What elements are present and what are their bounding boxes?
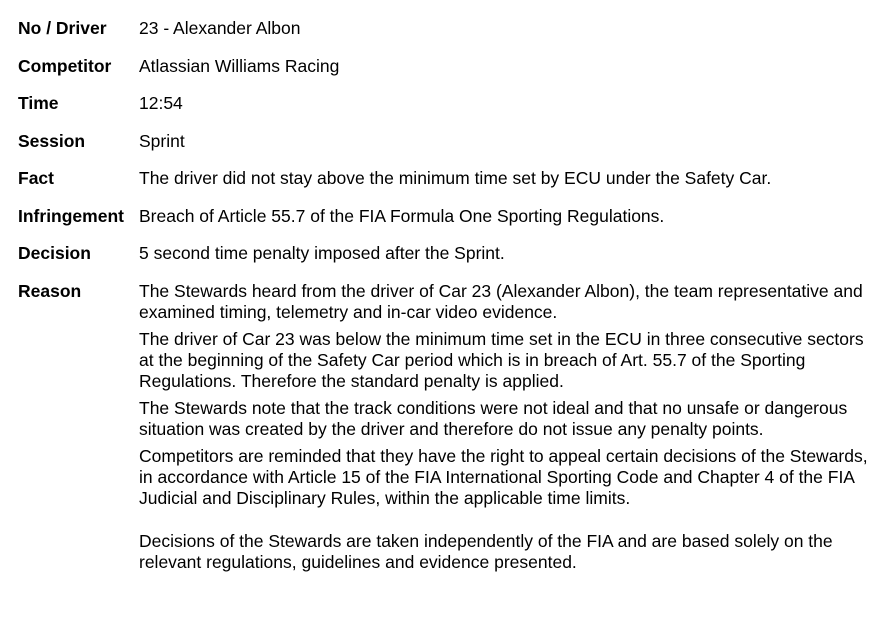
driver-value: 23 - Alexander Albon (139, 18, 301, 38)
competitor-label: Competitor (18, 56, 112, 76)
session-row (18, 131, 185, 151)
driver-row (18, 18, 301, 38)
reason-paragraph: Decisions of the Stewards are taken independently of the FIA and are based solely on the relevant regulations, guidelines and evidence presented. (139, 531, 833, 572)
fact-row (18, 168, 771, 188)
reason-row (18, 281, 868, 579)
decision-label: Decision (18, 243, 91, 263)
fact-value: The driver did not stay above the minimum time set by ECU under the Safety Car. (139, 168, 772, 188)
time-row (18, 93, 183, 113)
infringement-label: Infringement (18, 206, 124, 226)
reason-paragraph: The driver of Car 23 was below the minimum time set in the ECU in three consecutive sectors at the beginning of the Safety Car period which is in breach of Art. 55.7 of the Sporting Regulations. Therefore the standard penalty is applied. (139, 329, 864, 391)
decision-value: 5 second time penalty imposed after the Sprint. (139, 243, 505, 263)
fact-label: Fact (18, 168, 54, 188)
decision-row (18, 243, 505, 263)
reason-text (139, 281, 868, 579)
session-value: Sprint (139, 131, 185, 151)
reason-paragraph: The Stewards note that the track conditions were not ideal and that no unsafe or dangerous situation was created by the driver and therefore do not issue any penalty points. (139, 398, 848, 439)
reason-paragraph: The Stewards heard from the driver of Car 23 (Alexander Albon), the team representative and examined timing, telemetry and in-car video evidence. (139, 281, 863, 322)
driver-label: No / Driver (18, 18, 107, 38)
infringement-value: Breach of Article 55.7 of the FIA Formula One Sporting Regulations. (139, 206, 665, 226)
time-label: Time (18, 93, 59, 113)
session-label: Session (18, 131, 86, 151)
competitor-value: Atlassian Williams Racing (139, 56, 340, 76)
competitor-row (18, 56, 339, 76)
infringement-row (18, 206, 664, 226)
reason-label: Reason (18, 281, 82, 301)
reason-paragraph: Competitors are reminded that they have the right to appeal certain decisions of the Stewards, in accordance with Article 15 of the FIA International Sporting Code and Chapter 4 of the FIA Judicial and Disciplinary Rules, within the applicable time limits. (139, 446, 868, 508)
time-value: 12:54 (139, 93, 183, 113)
